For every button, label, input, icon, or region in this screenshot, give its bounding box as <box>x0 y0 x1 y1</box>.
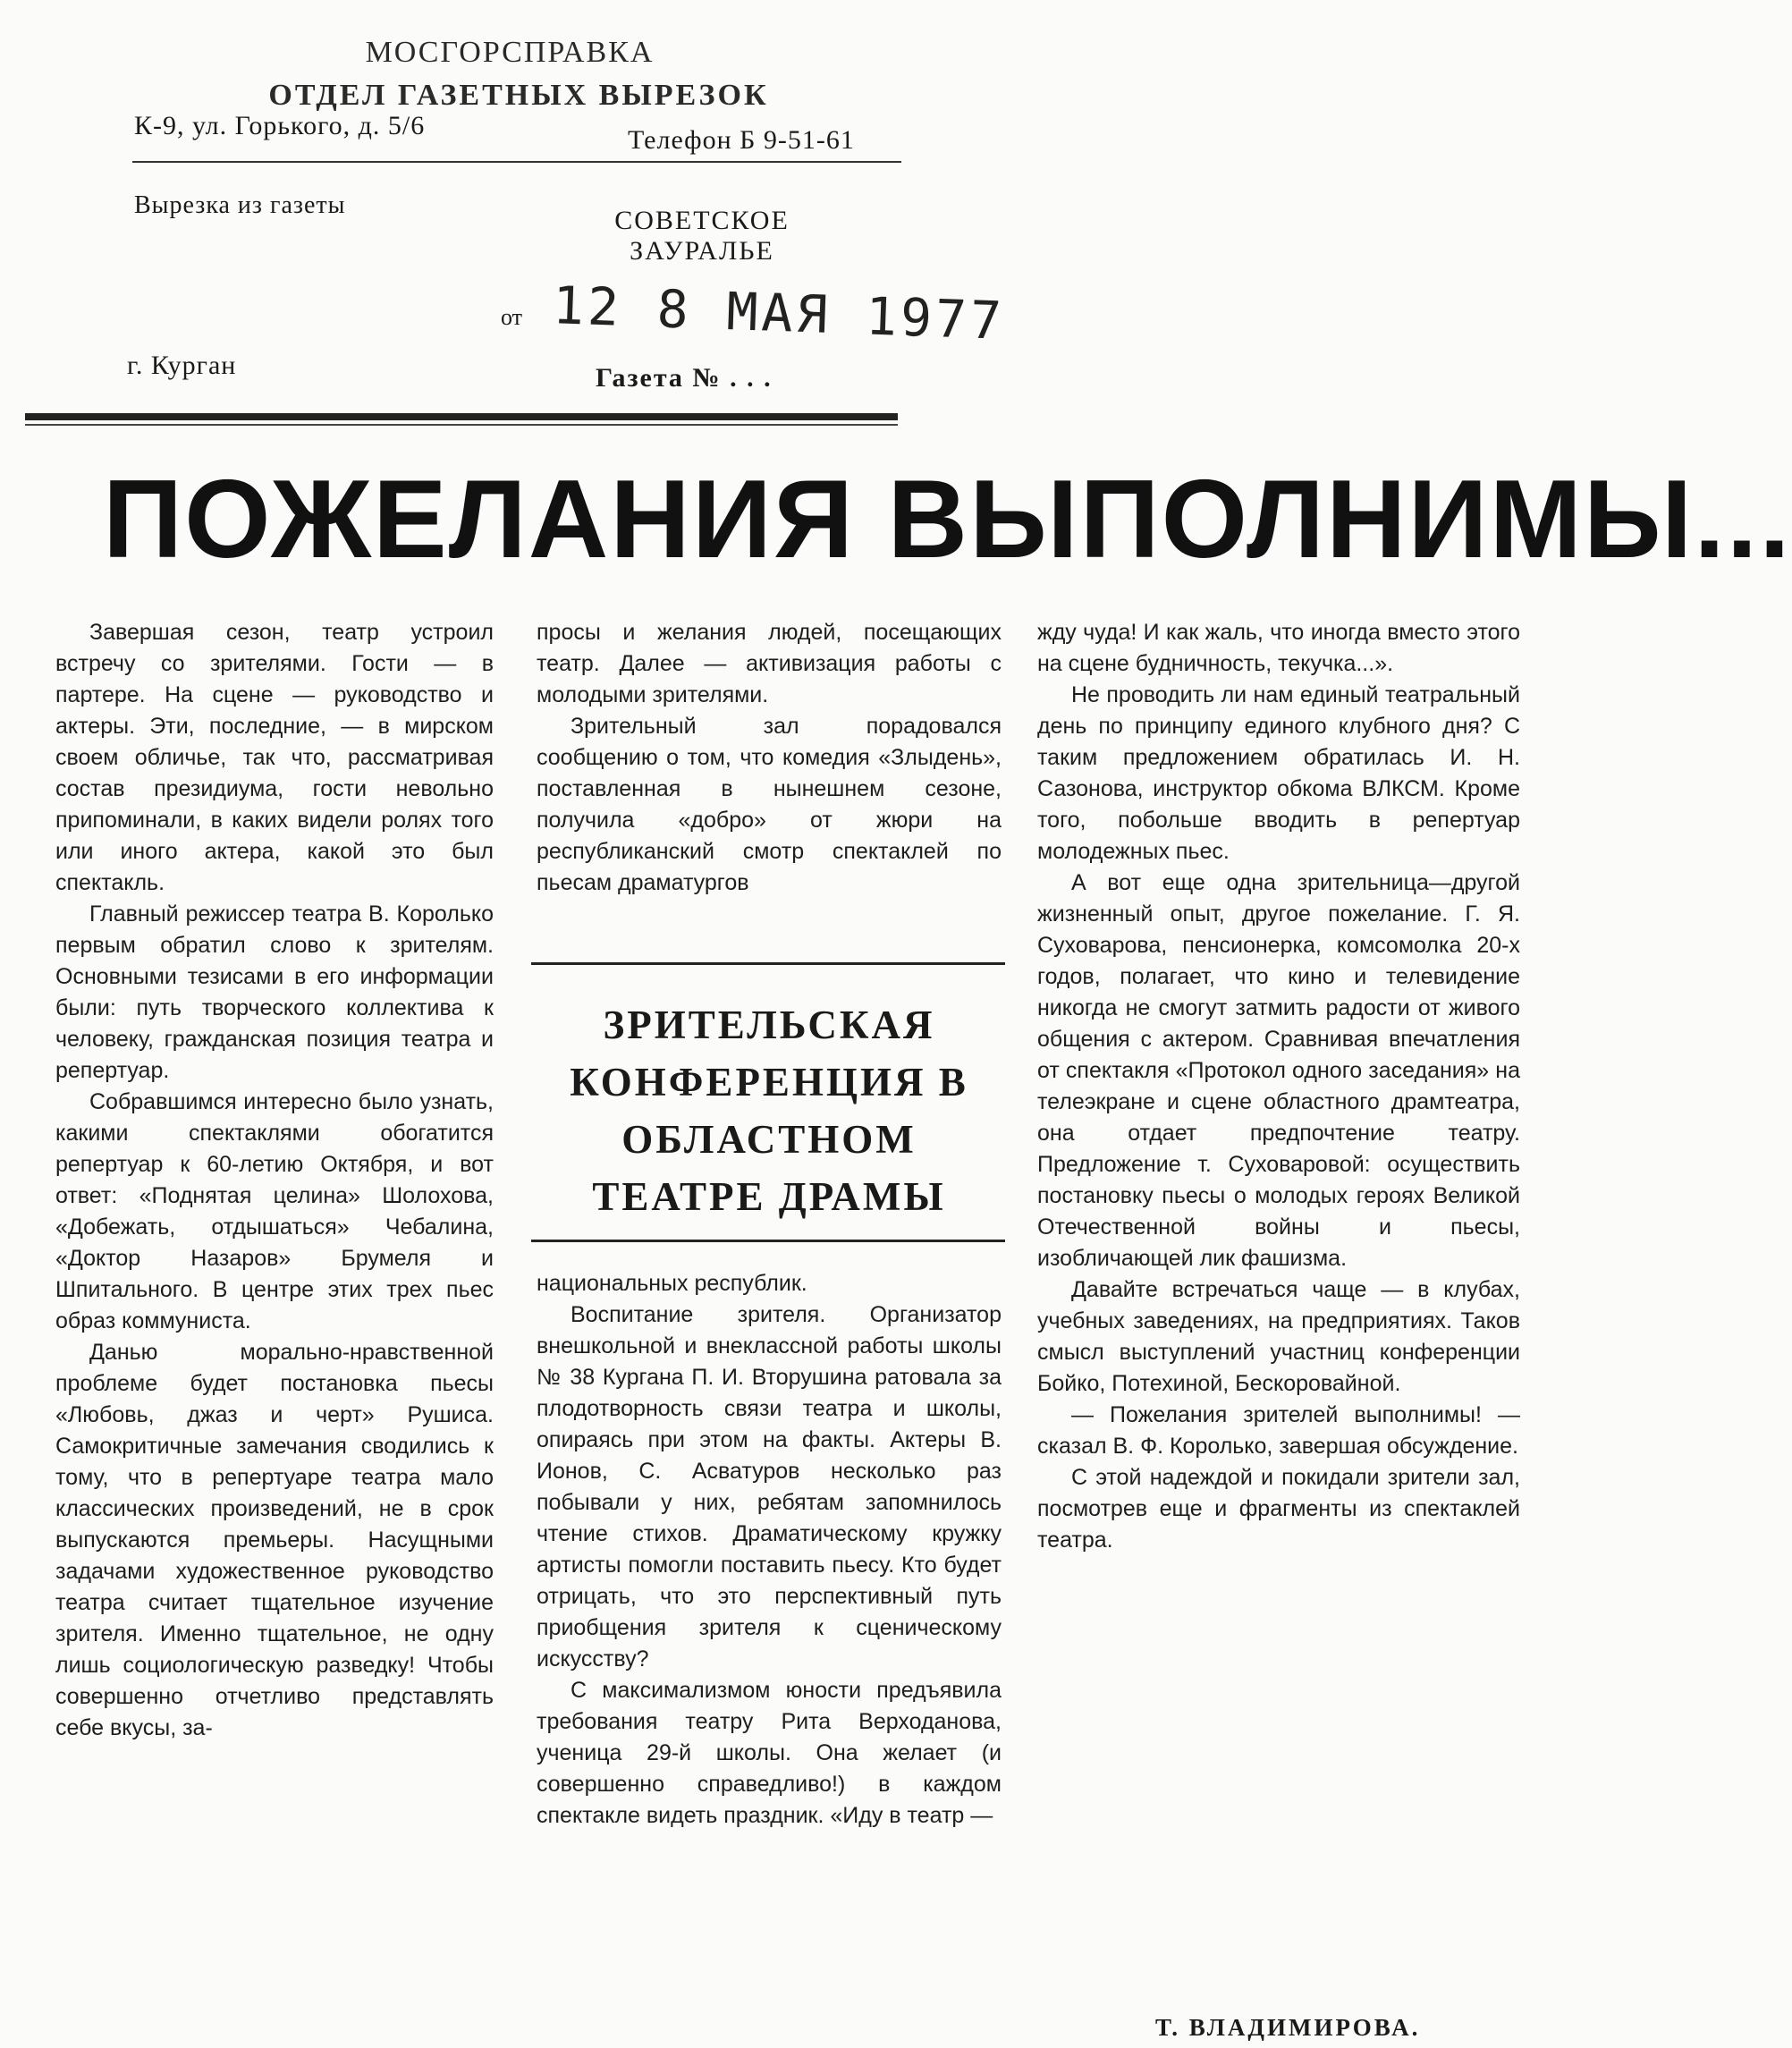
top-rule <box>25 413 898 420</box>
department-name: ОТДЕЛ ГАЗЕТНЫХ ВЫРЕЗОК <box>268 79 769 112</box>
top-rule-thin <box>25 424 898 426</box>
paragraph: С этой надеждой и покидали зрители зал, посмотрев еще и фрагменты из спектаклей театра. <box>1037 1465 1520 1553</box>
city-label: г. Курган <box>127 351 237 380</box>
article-subhead: ЗРИТЕЛЬСКАЯ КОНФЕРЕНЦИЯ В ОБЛАСТНОМ ТЕАТРЕ ДРАМЫ <box>570 1003 968 1219</box>
paragraph: Зрительный зал порадовался сообщению о том, что комедия «Злыдень», поставленная в нынешнем сезоне, получила «добро» от жюри на республиканский смотр спектаклей по пьесам драматургов <box>537 714 1002 895</box>
paragraph: Завершая сезон, театр устроил встречу со зрителями. Гости — в партере. На сцене — руководство и актеры. Эти, последние, — в мирском своем обличье, так что, рассматривая состав президиума, гости невольно припоминали, в каких видели ролях того или иного актера, какой это был спектакль. <box>55 620 494 895</box>
paragraph: просы и желания людей, посещающих театр. Далее — активизация работы с молодыми зрителями. <box>537 620 1002 707</box>
header-divider <box>132 161 901 163</box>
column-1 <box>55 617 494 1744</box>
phone-number: Телефон Б 9-51-61 <box>628 125 855 155</box>
agency-name: МОСГОРСПРАВКА <box>365 36 655 69</box>
paragraph: Главный режиссер театра В. Королько первым обратил слово к зрителям. Основными тезисами в его информации были: путь творческого коллектива к человеку, гражданская позиция театра и репертуар. <box>55 901 494 1083</box>
newspaper-number: Газета № . . . <box>596 363 773 393</box>
newspaper-name: СОВЕТСКОЕ ЗАУРАЛЬЕ <box>614 206 790 266</box>
cutting-from-label: Вырезка из газеты <box>134 191 346 219</box>
author-signature: Т. ВЛАДИМИРОВА. <box>1155 2014 1421 2041</box>
column-2-bottom <box>537 1268 1002 1832</box>
paragraph: Воспитание зрителя. Организатор внешкольной и внеклассной работы школы № 38 Кургана П. И. Вторушина ратовала за плодотворность связи театра и школы, опираясь при этом на факты. Актеры В. Ионов, С. Асватуров несколько раз побывали у них, ребятам запомнилось чтение стихов. Драматическому кружку артисты помогли поставить пьесу. Кто будет отрицать, что это перспективный путь приобщения зрителя к сценическому искусству? <box>537 1302 1002 1671</box>
paragraph: Собравшимся интересно было узнать, какими спектаклями обогатится репертуар к 60-летию Октября, и вот ответ: «Поднятая целина» Шолохова, «Добежать, отдышаться» Чебалина, «Доктор Назаров» Брумеля и Шпитального. В центре этих трех пьес образ коммуниста. <box>55 1089 494 1333</box>
paragraph: Данью морально-нравственной проблеме будет постановка пьесы «Любовь, джаз и черт» Рушиса. Самокритичные замечания сводились к тому, что в репертуаре театра мало классических произведений, не в срок выпускаются премьеры. Насущными задачами художественное руководство театра считает тщательное изучение зрителя. Именно тщательное, не одну лишь социологическую разведку! Чтобы совершенно отчетливо представлять себе вкусы, за- <box>55 1340 494 1740</box>
paragraph: национальных республик. <box>537 1271 807 1296</box>
subhead-rule-top <box>531 962 1005 965</box>
paragraph: Давайте встречаться чаще — в клубах, учебных заведениях, на предприятиях. Таков смысл выступлений участниц конференции Бойко, Потехиной, Бескоровайной. <box>1037 1277 1520 1396</box>
article-headline: ПОЖЕЛАНИЯ ВЫПОЛНИМЫ... <box>103 458 1792 581</box>
date-stamp: 12 8 МАЯ 1977 <box>551 275 1006 351</box>
paragraph: — Пожелания зрителей выполнимы! — сказал В. Ф. Королько, завершая обсуждение. <box>1037 1402 1520 1459</box>
column-3 <box>1037 617 1520 1556</box>
paragraph: Не проводить ли нам единый театральный день по принципу единого клубного дня? С таким предложением обратилась И. Н. Сазонова, инструктор обкома ВЛКСМ. Кроме того, побольше вводить в репертуар молодежных пьес. <box>1037 682 1520 864</box>
subhead-rule-bottom <box>531 1240 1005 1242</box>
paragraph: жду чуда! И как жаль, что иногда вместо этого на сцене будничность, текучка...». <box>1037 620 1520 676</box>
column-2-top <box>537 617 1002 899</box>
paragraph: А вот еще одна зрительница—другой жизненный опыт, другое пожелание. Г. Я. Суховарова, пенсионерка, комсомолка 20-х годов, полагает, что кино и телевидение никогда не смогут затмить радости от живого общения с актером. Сравнивая впечатления от спектакля «Протокол одного заседания» на телеэкране и сцене областного драмтеатра, она отдает предпочтение театру. Предложение т. Суховаровой: осуществить постановку пьесы о молодых героях Великой Отечественной войны и пьесы, изобличающей лик фашизма. <box>1037 870 1520 1271</box>
paragraph: С максимализмом юности предъявила требования театру Рита Верходанова, ученица 29-й школы. Она желает (и совершенно справедливо!) в каждом спектакле видеть праздник. «Иду в театр — <box>537 1678 1002 1828</box>
address: К-9, ул. Горького, д. 5/6 <box>134 111 426 140</box>
date-prefix: от <box>501 304 523 330</box>
